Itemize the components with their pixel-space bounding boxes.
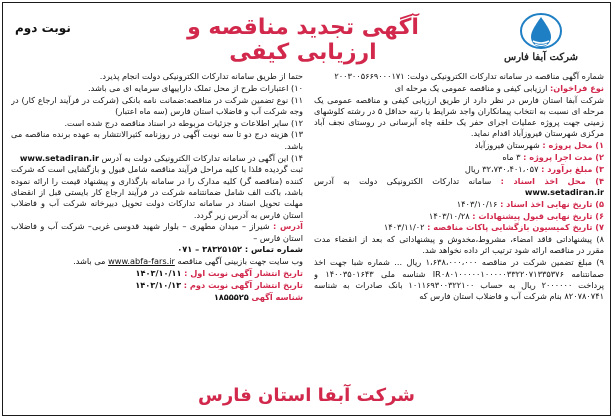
item-guarantee-type: ۱۱) نوع تضمین شرکت در مناقصه:ضمانت نامه بانکی (شرکت در فرآیند ارجاع کار) در وجه شرکت آب و فاضلاب استان فارس (سه ماه اعتبار) [11, 94, 303, 116]
item-docs-deadline [314, 199, 604, 210]
item-project-location [314, 140, 604, 151]
ad-body [11, 71, 604, 381]
setadiran-link-2[interactable]: www.setadiran.ir [19, 152, 99, 163]
item-3-value: ۳۲،۷۳۰،۴۰۱،۰۵۷ ریال [464, 163, 539, 174]
left-column [11, 71, 303, 381]
item-guarantee-amount: ۹) مبلغ تضمین شرکت در مناقصه ۱،۶۳۸،۰۰۰،۰۰۰ ریال ... شماره شبا جهت اخذ صمانتنامه IR۰۸۰۱۰۰۰۰۰۱۰۰۰۰۰۳۳۲۲۰۷۱۳۳۵۳۷۶ شناسه ملی ۱۴۰۰۳۵۰۱۶۴۳ و پرداخت ۲۰۰۰۰۰۰ ریال به حساب ۱۰۱۱۶۹۳۰۰۳۲۲۱۰۰ بانک صادرات به شناسه ۸۲۰۷۸۰۷۴۱ بنام شرکت آب و فاضلاب استان فارس که [314, 257, 604, 302]
item-7-value: ۱۴۰۳/۱۱/۰۲ [383, 222, 425, 233]
item-estimate [314, 164, 604, 175]
item-6-label: ۶) تاریخ نهایی قبول پیشنهادات : [472, 210, 604, 221]
item-bids-deadline [314, 211, 604, 222]
item-credit-source: ۱۰) اعتبارات طرح از محل تملک داراییهای سرمایه ای می باشد. [88, 82, 303, 93]
website-suffix: می باشد. [73, 256, 106, 267]
abfa-fars-link[interactable]: www.abfa-fars.ir [108, 256, 175, 267]
address [11, 221, 303, 244]
item-opening-date [314, 222, 604, 233]
phone-number: شماره تماس : ۳۸۳۲۵۱۵۲ – ۰۷۱ [177, 244, 303, 255]
item-submission-details: ثبت گردیده فلذا با کلیه مراحل فرآیند مناقصه شامل قبول و بازگشایی است که شرکت کننده (مناقصه گر) کلیه مدارک را در سامانه بارگذاری و پیشنهاد قیمت را ارائه نموده باشد، باکت الف شامل ضمانتنامه شرکت در فرآیند ارجاع کار بایستی قبل از انقضای مهلت تحویل اسناد در سامانه تدارکات دولت تحویل دبیرخانه شرکت آب و فاضلاب استان فارس به آدرس زیر گردد. [11, 164, 303, 220]
second-publication-date: ۱۴۰۳/۱۰/۱۳ [135, 279, 182, 290]
ad-header [3, 3, 610, 73]
item-5-label: ۵) تاریخ نهایی اخذ اسناد : [500, 198, 604, 209]
notice-id-value: ۱۸۵۵۵۲۵ [213, 291, 249, 302]
item-docs-location [314, 176, 604, 199]
company-description: شرکت آبفا استان فارس در نظر دارد از طریق ارزیابی کیفی و مناقصه عمومی یک مرحله ای نسبت به انتخاب پیمانکاران واجد شرایط با رتبه حداقل ۵ در رشته کلوشهای زمینی جهت پروژه عملیات اجرای حفر یک حلقه چاه آبرسانی در روستای نجف آباد مرکزی شهرستان فیروزآباد اقدام نماید. [314, 94, 604, 139]
ad-title: آگهی تجدید مناقصه و ارزیابی کیفی [187, 15, 419, 65]
first-publication [11, 268, 303, 279]
first-publication-label: تاریخ انتشار آگهی نوبت اول : [184, 268, 303, 279]
right-column [314, 71, 604, 381]
call-type-value: ارزیابی کیفی و مناقصه عمومی یک مرحله ای [394, 82, 548, 93]
item-5-value: ۱۴۰۳/۱۰/۱۶ [456, 198, 498, 209]
footer-company-name: شرکت آبفا استان فارس [198, 385, 415, 406]
website-line [11, 256, 303, 267]
item-2-label: ۲) مدت اجرا پروژه : [523, 152, 604, 163]
item-invalid-bids: ۸) پیشنهاداتی فاقد امضاء، مشروط،مخدوش و پیشنهاداتی که بعد از انقضاء مدت مقرر در مناقصه ارائه شود ترتیب اثر داده نخواهد شد. [314, 234, 604, 256]
turn-label: نوبت دوم [15, 21, 71, 35]
notice-id-label: شناسه آگهی [251, 291, 303, 302]
item-2-value: ۳ ماه [502, 152, 521, 163]
second-publication [11, 280, 303, 291]
item-other-info: ۱۲) سایر اطلاعات و جزئیات مربوطه در اسناد مناقصه درج شده است. [64, 117, 303, 128]
setadiran-link[interactable]: www.setadiran.ir [524, 186, 604, 197]
second-publication-label: تاریخ انتشار آگهی نوبت دوم : [183, 279, 303, 290]
company-logo [486, 11, 596, 69]
left-line-1: حتما از طریق سامانه تدارکات الکترونیکی دولت انجام پذیرد. [99, 71, 303, 81]
item-setadiran-registration [11, 153, 303, 164]
notice-id [11, 292, 303, 303]
item-7-label: ۷) تاریخ کمیسیون بازگشایی پاکات مناقصه : [427, 222, 604, 233]
advertisement-frame [2, 2, 611, 416]
item-3-label: ۳) مبلغ برآورد : [541, 163, 604, 174]
item-1-label: ۱) محل پروژه : [542, 140, 604, 151]
water-drop-logo-icon [519, 11, 563, 51]
call-type-label: نوع فراخوان: [549, 82, 604, 93]
item-14-text: ۱۴) این آگهی در سامانه تدارکات الکترونیکی دولت به آدرس [101, 152, 303, 163]
address-value: شیراز – میدان مطهری – بلوار شهید قدوسی غربی– شرکت آب و فاضلاب استان فارس – [11, 221, 303, 243]
item-6-value: ۱۴۰۳/۱۰/۲۸ [428, 210, 470, 221]
item-4-label: ۴) محل اخذ اسناد : [500, 175, 604, 186]
intro-line: شماره آگهی مناقصه در سامانه تدارکات الکترونیکی دولت: ۲۰۰۳۰۰۵۶۶۹۰۰۰۱۷۱ [334, 71, 604, 81]
item-publication-cost: ۱۳) هزینه درج دو تا سه نوبت آگهی در روزنامه کثیرالانتشار به عهده برنده مناقصه می باشد. [11, 129, 303, 151]
item-1-value: شهرستان فیروزآباد [474, 140, 540, 151]
website-text: وب سایت جهت بازبینی آگهی مناقصه [177, 256, 303, 267]
call-type [314, 83, 604, 94]
item-duration [314, 152, 604, 163]
address-label: آدرس : [273, 221, 303, 232]
first-publication-date: ۱۴۰۳/۱۰/۱۱ [135, 268, 182, 279]
item-4-value: سامانه تدارکات الکترونیکی دولت به آدرس [314, 175, 492, 186]
logo-text: شرکت آبفا فارس [504, 52, 578, 63]
